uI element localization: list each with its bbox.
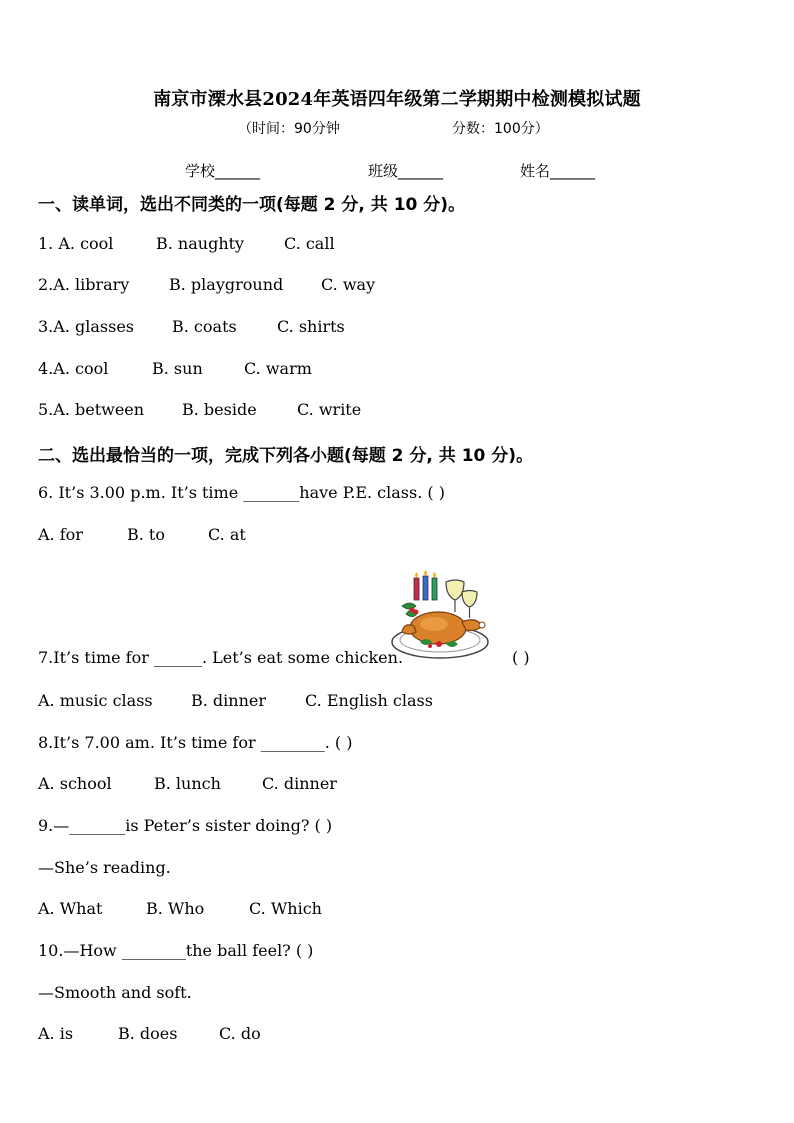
q4-option-a: 4.A. cool	[38, 359, 109, 378]
q7-answer-paren: ( )	[512, 648, 530, 667]
q8-option-b: B. lunch	[154, 774, 221, 793]
section2-heading: 二、选出最恰当的一项，完成下列各小题(每题 2 分, 共 10 分)。	[38, 446, 534, 466]
q6-option-a: A. for	[38, 525, 83, 544]
section1-heading: 一、读单词，选出不同类的一项(每题 2 分, 共 10 分)。	[38, 195, 466, 215]
q6-option-b: B. to	[127, 525, 165, 544]
q1-option-b: B. naughty	[156, 234, 245, 253]
q7-stem: 7.It’s time for ______. Let’s eat some chicken.	[38, 648, 404, 667]
q2-option-c: C. way	[321, 275, 376, 294]
q4-option-c: C. warm	[244, 359, 312, 378]
name-field: 姓名______	[520, 162, 596, 180]
q10-reply: —Smooth and soft.	[38, 983, 192, 1002]
q8-stem: 8.It’s 7.00 am. It’s time for ________. ( )	[38, 733, 353, 752]
q9-reply: —She’s reading.	[38, 858, 171, 877]
school-field: 学校______	[185, 162, 261, 180]
q2-option-a: 2.A. library	[38, 275, 130, 294]
q7-option-b: B. dinner	[191, 691, 267, 710]
q4-option-b: B. sun	[152, 359, 203, 378]
q10-option-b: B. does	[118, 1024, 178, 1043]
q9-option-c: C. Which	[249, 899, 322, 918]
q2-option-b: B. playground	[169, 275, 284, 294]
exam-score: 分数：100分）	[452, 121, 549, 137]
q7-option-c: C. English class	[305, 691, 433, 710]
exam-time: （时间：90分钟	[238, 121, 340, 137]
q6-option-c: C. at	[208, 525, 246, 544]
q5-option-a: 5.A. between	[38, 400, 145, 419]
class-field: 班级______	[368, 162, 444, 180]
q8-option-a: A. school	[38, 774, 112, 793]
q5-option-b: B. beside	[182, 400, 257, 419]
q1-option-c: C. call	[284, 234, 335, 253]
page-title: 南京市溧水县2024年英语四年级第二学期期中检测模拟试题	[153, 89, 641, 110]
q3-option-c: C. shirts	[277, 317, 345, 336]
q10-stem: 10.—How ________the ball feel? ( )	[38, 941, 314, 960]
q3-option-a: 3.A. glasses	[38, 317, 134, 336]
q10-option-a: A. is	[38, 1024, 74, 1043]
q9-option-a: A. What	[38, 899, 103, 918]
q6-stem: 6. It’s 3.00 p.m. It’s time _______have P.E. class. ( )	[38, 483, 445, 502]
q9-stem: 9.—_______is Peter’s sister doing? ( )	[38, 816, 333, 835]
q10-option-c: C. do	[219, 1024, 261, 1043]
q7-option-a: A. music class	[38, 691, 153, 710]
q5-option-c: C. write	[297, 400, 362, 419]
q8-option-c: C. dinner	[262, 774, 337, 793]
q9-option-b: B. Who	[146, 899, 205, 918]
q3-option-b: B. coats	[172, 317, 237, 336]
q1-option-a: 1. A. cool	[38, 234, 114, 253]
